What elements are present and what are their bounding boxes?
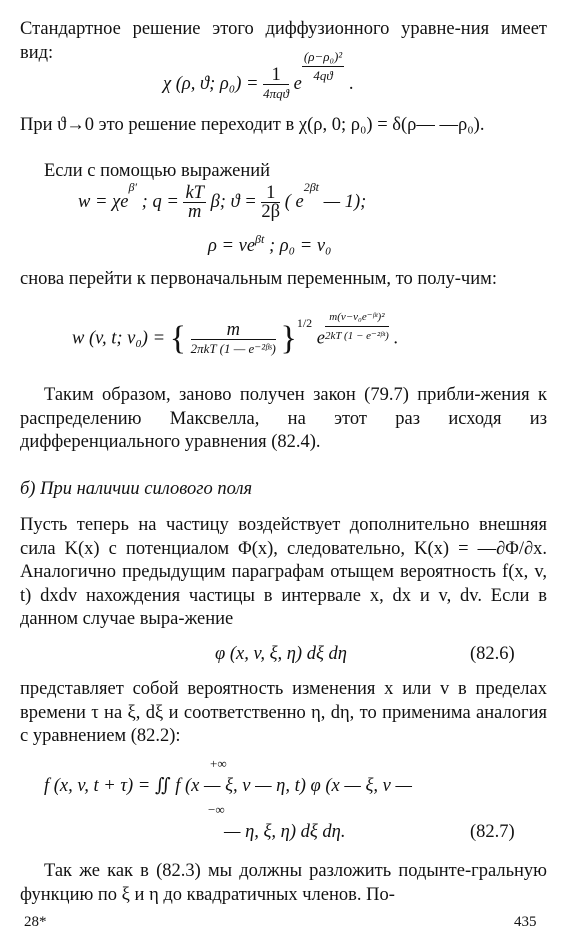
footer-signature: 28* (24, 914, 47, 930)
equation-number-82-6: (82.6) (470, 644, 515, 664)
equation-chi-lhs: χ (ρ, ϑ; ρ₀) = (163, 73, 259, 94)
equation-chi: χ (ρ, ϑ; ρ₀) = $\frac{1}{\text{4πqϑ}}$ e $\frac{\text{(ρ−ρ₀)²}}{4qϑ}$ . (163, 49, 354, 101)
paragraph-8: Так же как в (82.3) мы должны разложить подынте-гральную функцию по ξ и η до квадратичных членов. По- (20, 861, 547, 905)
equation-chi-fraction: $\frac{1}{\text{4πqϑ}}$ (263, 65, 290, 101)
equation-maxwell-exponent: $\frac{\text{m(v−v₀e⁻ᵝᵗ)²}}{\text{2kT (1 − e⁻²ᵝᵗ)}}$ (325, 308, 389, 345)
equation-maxwell: w (v, t; v₀) = { $\frac{m}{\text{2πkT (1 — e⁻²ᵝˢ)}}$ }$^{1/2}$ e $\frac{\text{m(v−v₀e⁻ᵝᵗ)²}}{\text{2kT (1 − e⁻²ᵝᵗ)}}$ . (72, 320, 398, 358)
integral-upper-limit: +∞ (210, 756, 227, 771)
paragraph-2: При ϑ→0 это решение переходит в χ(ρ, 0; ρ₀) = δ(ρ— —ρ₀). (20, 115, 485, 135)
equation-chi-exponent: $\frac{\text{(ρ−ρ₀)²}}{4qϑ}$ (303, 49, 343, 83)
paragraph-6: Пусть теперь на частицу воздействует дополнительно внешняя сила K(x) с потенциалом Φ(x), следовательно, K(x) = —∂Φ/∂x. Аналогично предыдущим параграфам отыщем вероятность f(x, v, t) dxdv нахождения частицы в интервале x, dx и v, dv. Если в данном случае выра-жение (20, 515, 547, 629)
equation-integral-line-2: — η, ξ, η) dξ dη. (224, 822, 346, 842)
paragraph-4: снова перейти к первоначальным переменным, то полу-чим: (20, 269, 497, 289)
equation-substitution: $w = \chi e^{\beta'}$ ; q = $\frac{kT}{m}$ β; ϑ = $\frac{1}{2\beta}$ ( $e^{2\beta t}$ — 1); (78, 180, 367, 222)
paragraph-1: Стандартное решение этого диффузионного уравне-ния имеет вид: (20, 19, 547, 63)
integral-lower-limit: −∞ (208, 802, 225, 817)
equation-integral-line-1: f (x, v, t + τ) = ∬ f (x — ξ, v — η, t) φ (x — ξ, v — (44, 776, 412, 796)
paragraph-5: Таким образом, заново получен закон (79.7) прибли-жения к распределению Максвелла, на этот раз исходя из дифференциального уравнения (82.4). (20, 385, 547, 452)
page-number: 435 (514, 914, 537, 930)
equation-rho: $\rho = ve^{\beta t}$ ; ρ₀ = v₀ (208, 232, 332, 256)
equation-number-82-7: (82.7) (470, 822, 515, 842)
paragraph-3: Если с помощью выражений (44, 161, 271, 181)
section-title: б) При наличии силового поля (20, 479, 253, 499)
paragraph-7: представляет собой вероятность изменения x или v в пределах времени τ на ξ, dξ и соответственно η, dη, то применима аналогия с уравнением (82.2): (20, 679, 547, 746)
equation-phi: φ (x, v, ξ, η) dξ dη (215, 644, 347, 664)
